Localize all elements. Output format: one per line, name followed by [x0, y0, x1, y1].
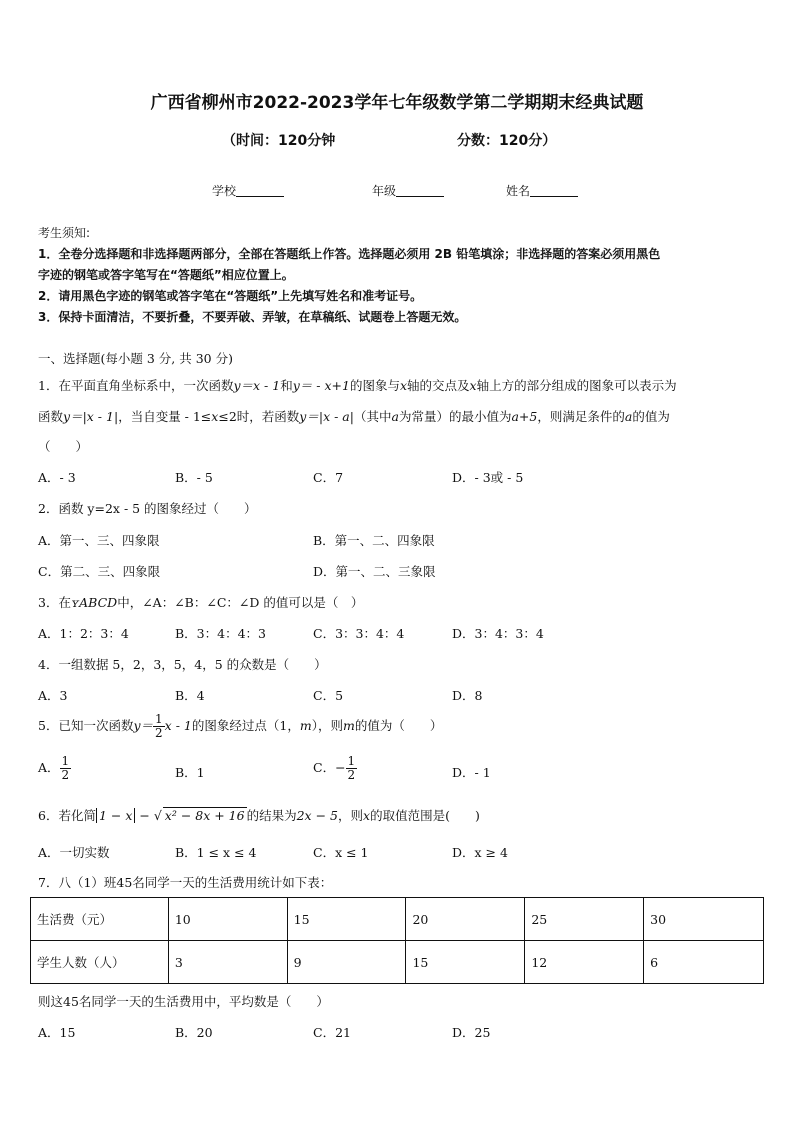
q5-text: 的图象经过点（1， — [191, 718, 300, 733]
q5-stem — [38, 713, 442, 740]
q2-option-a[interactable]: A．第一、三、四象限 — [38, 533, 160, 548]
table-row — [31, 898, 764, 941]
q1-text: 的值为 — [632, 409, 670, 424]
q1-text: 轴的交点及 — [407, 378, 470, 393]
table-cell: 20 — [406, 898, 525, 941]
q6-option-c[interactable]: C．x ≤ 1 — [313, 845, 369, 860]
q1-var: a — [624, 409, 633, 424]
q2-option-b[interactable]: B．第一、二、四象限 — [313, 533, 435, 548]
q5-option-a[interactable] — [38, 755, 71, 782]
q1-text: ，则满足条件的 — [537, 409, 625, 424]
table-cell: 25 — [525, 898, 644, 941]
q6-stem — [38, 806, 480, 824]
q5-text: 5．已知一次函数 — [38, 718, 134, 733]
q3-option-a[interactable]: A．1：2：3：4 — [38, 626, 129, 641]
fraction-numerator: 1 — [155, 712, 163, 726]
q1-text: ，当自变量 - 1≤ — [118, 409, 212, 424]
notes-item-2: 2．请用黑色字迹的钢笔或答字笔在“答题纸”上先填写姓名和准考证号。 — [38, 289, 423, 303]
table-row — [31, 941, 764, 984]
q4-option-c[interactable]: C．5 — [313, 688, 344, 703]
q1-text: 轴上方的部分组成的图象可以表示为 — [476, 378, 677, 393]
q5-text: ），则 — [311, 718, 343, 733]
q1-paren: （ ） — [38, 439, 89, 454]
school-label: 学校 — [212, 184, 237, 198]
q6-text: ，则 — [338, 808, 364, 823]
fraction-numerator: 1 — [347, 754, 356, 768]
q1-text: 为常量）的最小值为 — [398, 409, 512, 424]
school-blank[interactable] — [236, 184, 284, 197]
grade-blank[interactable] — [396, 184, 444, 197]
q3-stem — [38, 593, 363, 611]
score-label: 分数：120分） — [457, 133, 557, 149]
q5-option-d[interactable]: D．- 1 — [452, 765, 491, 780]
table-cell: 10 — [168, 898, 287, 941]
parallelogram-symbol: ʏABCD — [70, 595, 118, 610]
q5-option-a-fraction — [60, 755, 72, 782]
q1-formula: a+5 — [511, 409, 538, 424]
q1-option-a[interactable]: A．- 3 — [38, 470, 76, 485]
q1-line1 — [38, 376, 677, 394]
q7-option-b[interactable]: B．20 — [175, 1025, 213, 1040]
table-cell: 15 — [406, 941, 525, 984]
q1-formula: y＝|x - a| — [299, 409, 354, 424]
table-cell: 9 — [287, 941, 406, 984]
q5-var: m — [299, 718, 312, 733]
q4-option-d[interactable]: D．8 — [452, 688, 483, 703]
living-expense-table — [30, 897, 764, 984]
q3-option-b[interactable]: B．3：4：4：3 — [175, 626, 266, 641]
q1-var: a — [391, 409, 399, 424]
q4-option-b[interactable]: B．4 — [175, 688, 205, 703]
q1-option-b[interactable]: B．- 5 — [175, 470, 213, 485]
notes-heading: 考生须知: — [38, 226, 91, 240]
table-header-cell: 生活费（元） — [31, 898, 169, 941]
q4-option-a[interactable]: A．3 — [38, 688, 68, 703]
fraction-denominator: 2 — [347, 768, 356, 782]
q6-formula: 2x − 5 — [296, 808, 338, 823]
table-cell: 30 — [644, 898, 764, 941]
q1-text: ≤2时，若函数 — [218, 409, 300, 424]
option-label: C．− — [313, 760, 346, 775]
table-cell: 6 — [644, 941, 764, 984]
q4-stem: 4．一组数据 5，2，3，5，4，5 的众数是（ ） — [38, 657, 327, 672]
q1-text: 和 — [280, 378, 293, 393]
grade-field — [372, 182, 444, 199]
q7-option-d[interactable]: D．25 — [452, 1025, 491, 1040]
q5-formula: x - 1 — [164, 718, 192, 733]
q6-option-d[interactable]: D．x ≥ 4 — [452, 845, 508, 860]
q1-var: x — [469, 378, 477, 393]
q1-var: x — [211, 409, 219, 424]
q3-option-d[interactable]: D．3：4：3：4 — [452, 626, 544, 641]
absolute-value: 1 − x — [96, 808, 135, 823]
q6-text: 的结果为 — [246, 808, 297, 823]
table-cell: 15 — [287, 898, 406, 941]
q5-option-c-fraction — [346, 755, 358, 782]
time-label: （时间：120分钟 — [222, 133, 336, 149]
page-title: 广西省柳州市2022-2023学年七年级数学第二学期期末经典试题 — [150, 93, 644, 113]
q1-text: 的图象与 — [349, 378, 400, 393]
q3-text: 3．在 — [38, 595, 71, 610]
school-field — [212, 182, 284, 199]
q1-option-d[interactable]: D．- 3或 - 5 — [452, 470, 524, 485]
table-header-cell: 学生人数（人） — [31, 941, 169, 984]
sqrt-sign: √ — [153, 808, 162, 823]
q7-question: 则这45名同学一天的生活费用中，平均数是（ ） — [38, 994, 329, 1009]
q1-text: 1．在平面直角坐标系中，一次函数 — [38, 378, 234, 393]
grade-label: 年级 — [372, 184, 397, 198]
q7-option-a[interactable]: A．15 — [38, 1025, 76, 1040]
q5-fraction — [153, 713, 165, 740]
q6-text: − — [135, 808, 154, 823]
q2-stem: 2．函数 y=2x - 5 的图象经过（ ） — [38, 501, 257, 516]
q6-text: 的取值范围是( ) — [370, 808, 480, 823]
fraction-numerator: 1 — [61, 754, 70, 768]
q2-option-c[interactable]: C．第二、三、四象限 — [38, 564, 161, 579]
q1-option-c[interactable]: C．7 — [313, 470, 344, 485]
q5-var: m — [342, 718, 355, 733]
notes-item-1b: 字迹的钢笔或答字笔写在“答题纸”相应位置上。 — [38, 268, 294, 282]
q3-option-c[interactable]: C．3：3：4：4 — [313, 626, 405, 641]
notes-item-1a: 1．全卷分选择题和非选择题两部分，全部在答题纸上作答。选择题必须用 2B 铅笔填涂；非选择题的答案必须用黑色 — [38, 247, 661, 261]
q1-text: （其中 — [353, 409, 392, 424]
q6-option-b[interactable]: B．1 ≤ x ≤ 4 — [175, 845, 257, 860]
q1-formula: y＝x - 1 — [233, 378, 281, 393]
q5-option-c[interactable] — [313, 755, 357, 782]
section-heading: 一、选择题(每小题 3 分, 共 30 分) — [38, 351, 233, 366]
q1-text: 函数 — [38, 409, 64, 424]
q7-stem: 7．八（1）班45名同学一天的生活费用统计如下表： — [38, 875, 333, 890]
q5-formula: y＝ — [133, 718, 154, 733]
notes-item-3: 3．保持卡面清洁，不要折叠，不要弄破、弄皱，在草稿纸、试题卷上答题无效。 — [38, 310, 467, 324]
q1-var: x — [399, 378, 408, 393]
option-label: A． — [38, 760, 60, 775]
q7-option-c[interactable]: C．21 — [313, 1025, 351, 1040]
name-label: 姓名 — [506, 184, 531, 198]
fraction-denominator: 2 — [155, 726, 163, 740]
name-blank[interactable] — [530, 184, 578, 197]
q3-text: 中，∠A：∠B：∠C：∠D 的值可以是（ ） — [117, 595, 364, 610]
q6-var: x — [363, 808, 371, 823]
q1-formula: y＝ - x+1 — [292, 378, 350, 393]
q6-option-a[interactable]: A．一切实数 — [38, 845, 110, 860]
q5-text: 的值为（ ） — [354, 718, 443, 733]
q2-option-d[interactable]: D．第一、二、三象限 — [313, 564, 436, 579]
fraction-denominator: 2 — [61, 768, 70, 782]
q6-text: 6．若化简 — [38, 808, 96, 823]
q5-option-b[interactable]: B．1 — [175, 765, 205, 780]
name-field — [506, 182, 578, 199]
table-cell: 12 — [525, 941, 644, 984]
q1-line2 — [38, 407, 670, 425]
q1-formula: y＝|x - 1| — [63, 409, 119, 424]
table-cell: 3 — [168, 941, 287, 984]
sqrt-radicand: x² − 8x + 16 — [164, 808, 245, 823]
